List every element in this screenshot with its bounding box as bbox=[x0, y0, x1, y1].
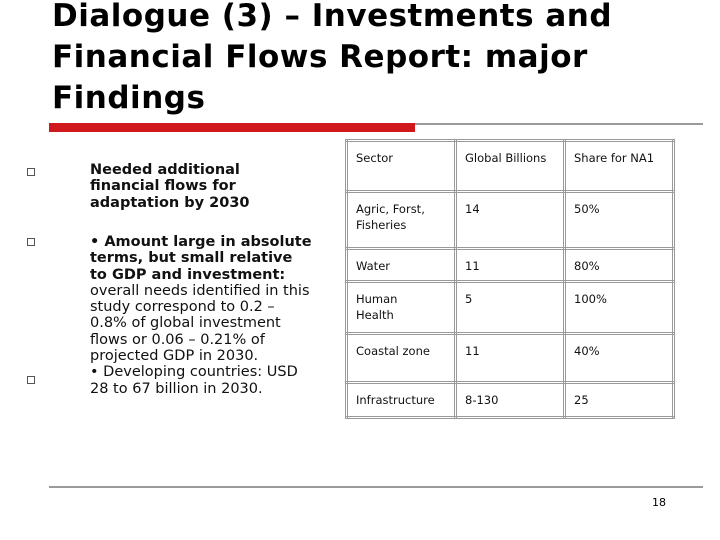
table-cell-billions: 14 bbox=[456, 192, 565, 249]
table-cell-sector: Coastal zone bbox=[347, 334, 456, 383]
table-row bbox=[347, 383, 674, 418]
table-cell-sector: Human Health bbox=[347, 282, 456, 334]
table-header-row bbox=[347, 141, 674, 192]
bullet-text-regular-part: overall needs identified in this study correspond to 0.2 – 0.8% of global investment flows or 0.06 – 0.21% of projected GDP in 2030. • Developing countries: USD 28 to 67 billion in 2030. bbox=[90, 282, 310, 397]
table-cell-share: 25 bbox=[565, 383, 674, 418]
table-row bbox=[347, 334, 674, 383]
table-cell-sector: Water bbox=[347, 249, 456, 282]
table-cell-billions: 5 bbox=[456, 282, 565, 334]
table-cell-share: 80% bbox=[565, 249, 674, 282]
page-number: 18 bbox=[652, 496, 666, 509]
table-cell-billions: 11 bbox=[456, 249, 565, 282]
table-cell-share: 40% bbox=[565, 334, 674, 383]
slide-title-line: Findings bbox=[52, 80, 206, 116]
bullet-marker bbox=[27, 168, 35, 176]
footer-rule bbox=[49, 486, 703, 488]
table-cell-share: 50% bbox=[565, 192, 674, 249]
table-cell-billions: 8-130 bbox=[456, 383, 565, 418]
slide-title-line: Dialogue (3) – Investments and bbox=[52, 0, 613, 34]
title-underline-rule bbox=[415, 123, 703, 125]
table-row bbox=[347, 192, 674, 249]
table-header-cell: Global Billions bbox=[456, 141, 565, 192]
table-cell-sector: Infrastructure bbox=[347, 383, 456, 418]
table-row bbox=[347, 282, 674, 334]
table-header-cell: Share for NA1 bbox=[565, 141, 674, 192]
slide-title-line: Financial Flows Report: major bbox=[52, 39, 588, 75]
table-cell-billions: 11 bbox=[456, 334, 565, 383]
table-header-cell: Sector bbox=[347, 141, 456, 192]
slide-title bbox=[52, 0, 712, 119]
sector-table bbox=[345, 139, 675, 419]
bullet-text-bold-part: • Amount large in absolute terms, but small relative to GDP and investment: bbox=[90, 234, 312, 283]
table-cell-sector: Agric, Forst, Fisheries bbox=[347, 192, 456, 249]
title-underline-accent bbox=[49, 123, 415, 132]
bullet-marker bbox=[27, 238, 35, 246]
table-row bbox=[347, 249, 674, 282]
bullet-text-adaptation-needs: Needed additional financial flows for adaptation by 2030 bbox=[90, 162, 250, 211]
bullet-marker bbox=[27, 376, 35, 384]
bullet-text-investment-findings bbox=[90, 234, 350, 397]
table-cell-share: 100% bbox=[565, 282, 674, 334]
